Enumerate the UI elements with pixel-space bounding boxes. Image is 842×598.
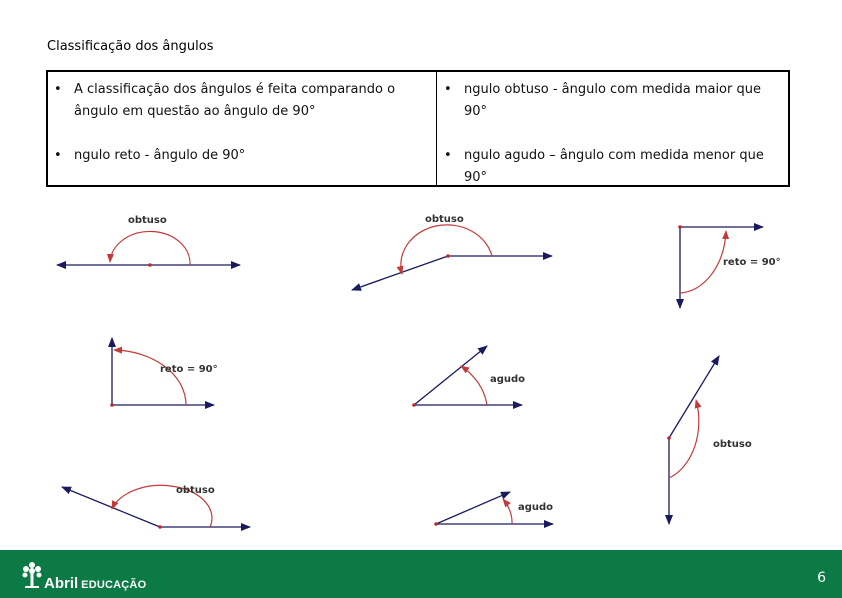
footer-sub: EDUCAÇÃO: [81, 579, 147, 591]
bullet-icon: •: [444, 82, 452, 97]
label-reto: reto = 90°: [160, 364, 218, 375]
label-agudo: agudo: [518, 502, 554, 513]
figure-obtuso-3: [667, 356, 752, 524]
bullet-icon: •: [54, 82, 62, 97]
footer-brand: Abril: [44, 575, 79, 592]
bullet-text: ngulo obtuso - ângulo com medida maior que 90°: [464, 82, 761, 119]
bullet-icon: •: [444, 148, 452, 163]
label-obtuso: obtuso: [176, 485, 215, 496]
bullet-icon: •: [54, 148, 62, 163]
footer-logo: [44, 575, 146, 593]
label-obtuso: obtuso: [425, 214, 464, 225]
page-title: Classificação dos ângulos: [47, 39, 214, 54]
figure-agudo-2: [434, 492, 553, 526]
bullet-text: ngulo reto - ângulo de 90°: [74, 148, 246, 163]
label-reto: reto = 90°: [723, 257, 781, 268]
figure-obtuso-1: [57, 215, 240, 267]
figure-obtuso-2: [352, 214, 552, 290]
page-number: 6: [817, 570, 826, 586]
label-agudo: agudo: [490, 374, 526, 385]
bullet-text: ngulo agudo – ângulo com medida menor que 90°: [464, 148, 764, 185]
figure-reto-2: [110, 338, 217, 407]
figure-reto-1: [678, 225, 780, 308]
tree-logo-icon: [21, 560, 43, 590]
label-obtuso: obtuso: [128, 215, 167, 226]
label-obtuso: obtuso: [713, 439, 752, 450]
figure-obtuso-4: [62, 485, 250, 529]
bullet-text: A classificação dos ângulos é feita comparando o ângulo em questão ao ângulo de 90°: [74, 82, 396, 119]
figure-agudo-1: [412, 346, 525, 407]
